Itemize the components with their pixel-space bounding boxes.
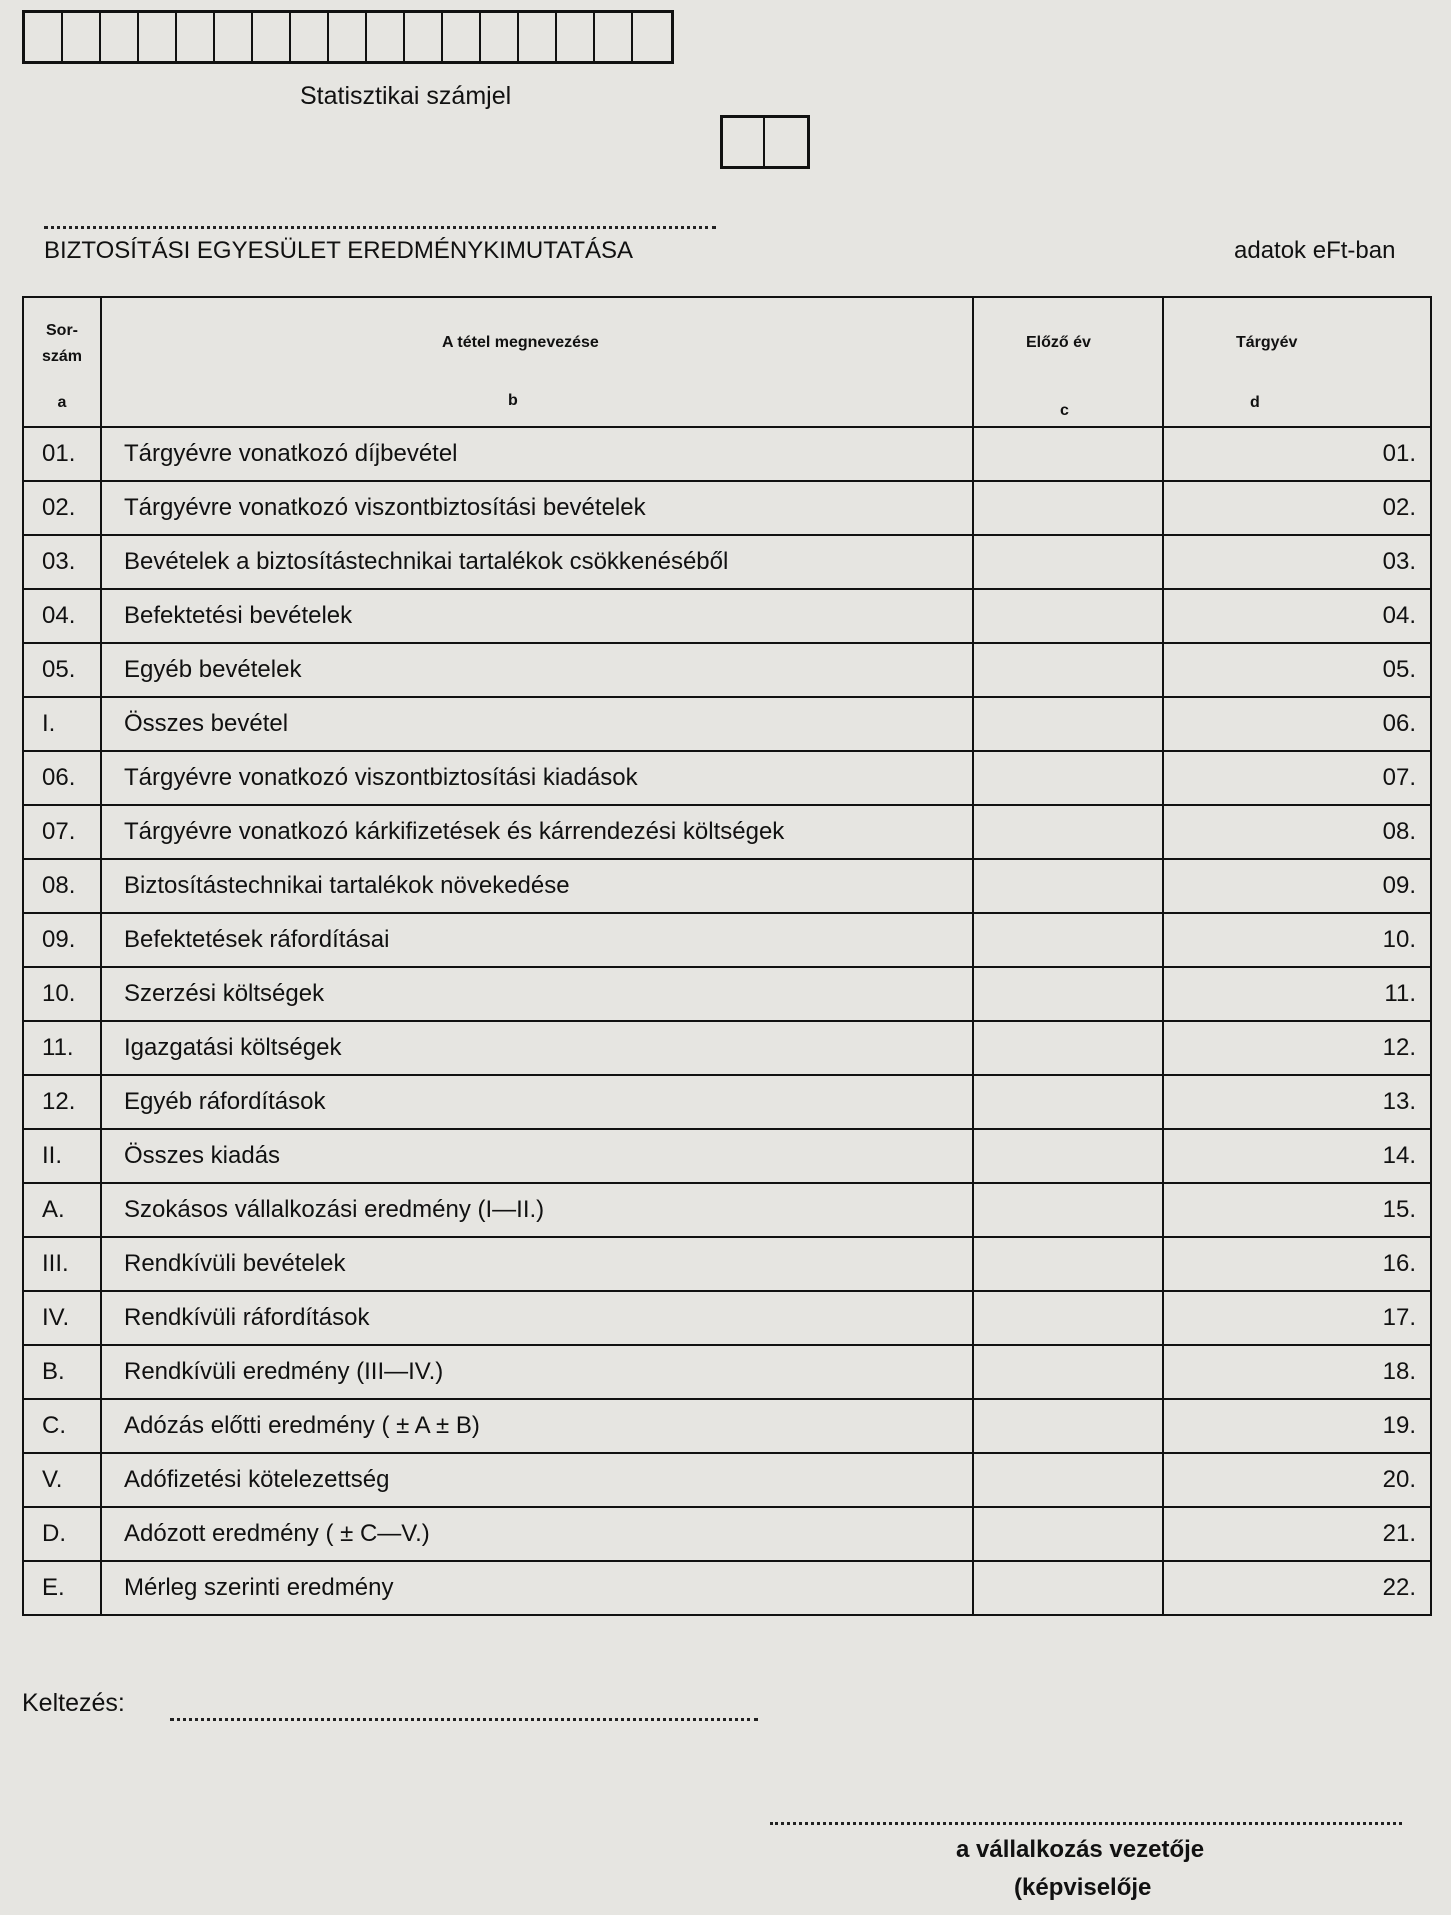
row-item-name: Adófizetési kötelezettség bbox=[101, 1453, 973, 1507]
previous-year-value-cell[interactable] bbox=[973, 1561, 1163, 1615]
row-item-name: Rendkívüli bevételek bbox=[101, 1237, 973, 1291]
small-code-boxes[interactable] bbox=[720, 115, 810, 169]
table-row bbox=[23, 697, 1431, 751]
row-number: 04. bbox=[23, 589, 101, 643]
signature-line[interactable] bbox=[770, 1800, 1402, 1825]
row-item-name: Szerzési költségek bbox=[101, 967, 973, 1021]
header-d-letter: d bbox=[1250, 394, 1260, 411]
current-year-value-cell[interactable]: 08. bbox=[1163, 805, 1431, 859]
stat-number-box[interactable] bbox=[329, 13, 367, 61]
row-item-name: Összes kiadás bbox=[101, 1129, 973, 1183]
current-year-value-cell[interactable]: 16. bbox=[1163, 1237, 1431, 1291]
small-code-box[interactable] bbox=[723, 118, 765, 166]
row-number: 05. bbox=[23, 643, 101, 697]
current-year-value-cell[interactable]: 13. bbox=[1163, 1075, 1431, 1129]
row-number: 07. bbox=[23, 805, 101, 859]
row-item-name: Összes bevétel bbox=[101, 697, 973, 751]
row-number: V. bbox=[23, 1453, 101, 1507]
previous-year-value-cell[interactable] bbox=[973, 481, 1163, 535]
row-number: 03. bbox=[23, 535, 101, 589]
row-item-name: Tárgyévre vonatkozó kárkifizetések és kárrendezési költségek bbox=[101, 805, 973, 859]
small-code-box[interactable] bbox=[765, 118, 807, 166]
row-number: A. bbox=[23, 1183, 101, 1237]
row-item-name: Befektetési bevételek bbox=[101, 589, 973, 643]
row-item-name: Adózott eredmény ( ± C—V.) bbox=[101, 1507, 973, 1561]
current-year-value-cell[interactable]: 07. bbox=[1163, 751, 1431, 805]
header-col-c bbox=[973, 297, 1163, 427]
header-col-a bbox=[23, 297, 101, 427]
row-number: I. bbox=[23, 697, 101, 751]
current-year-value-cell[interactable]: 03. bbox=[1163, 535, 1431, 589]
current-year-value-cell[interactable]: 02. bbox=[1163, 481, 1431, 535]
row-number: III. bbox=[23, 1237, 101, 1291]
current-year-value-cell[interactable]: 20. bbox=[1163, 1453, 1431, 1507]
stat-number-box[interactable] bbox=[443, 13, 481, 61]
row-item-name: Tárgyévre vonatkozó díjbevétel bbox=[101, 427, 973, 481]
previous-year-value-cell[interactable] bbox=[973, 589, 1163, 643]
previous-year-value-cell[interactable] bbox=[973, 1237, 1163, 1291]
row-item-name: Bevételek a biztosítástechnikai tartalékok csökkenéséből bbox=[101, 535, 973, 589]
income-statement-table bbox=[22, 296, 1432, 1616]
stat-number-box[interactable] bbox=[633, 13, 671, 61]
table-row bbox=[23, 859, 1431, 913]
header-c-letter: c bbox=[1060, 402, 1069, 419]
header-c-title: Előző év bbox=[1026, 334, 1091, 351]
previous-year-value-cell[interactable] bbox=[973, 697, 1163, 751]
current-year-value-cell[interactable]: 06. bbox=[1163, 697, 1431, 751]
stat-number-box[interactable] bbox=[63, 13, 101, 61]
row-number: 10. bbox=[23, 967, 101, 1021]
table-row bbox=[23, 1183, 1431, 1237]
current-year-value-cell[interactable]: 04. bbox=[1163, 589, 1431, 643]
previous-year-value-cell[interactable] bbox=[973, 535, 1163, 589]
row-number: 12. bbox=[23, 1075, 101, 1129]
current-year-value-cell[interactable]: 01. bbox=[1163, 427, 1431, 481]
previous-year-value-cell[interactable] bbox=[973, 913, 1163, 967]
previous-year-value-cell[interactable] bbox=[973, 1021, 1163, 1075]
row-item-name: Tárgyévre vonatkozó viszontbiztosítási kiadások bbox=[101, 751, 973, 805]
current-year-value-cell[interactable]: 14. bbox=[1163, 1129, 1431, 1183]
date-input-line[interactable] bbox=[170, 1696, 758, 1721]
stat-number-box[interactable] bbox=[215, 13, 253, 61]
signature-caption-line1: a vállalkozás vezetője bbox=[956, 1836, 1205, 1863]
table-row bbox=[23, 1399, 1431, 1453]
current-year-value-cell[interactable]: 05. bbox=[1163, 643, 1431, 697]
current-year-value-cell[interactable]: 21. bbox=[1163, 1507, 1431, 1561]
stat-number-box[interactable] bbox=[481, 13, 519, 61]
stat-number-box[interactable] bbox=[519, 13, 557, 61]
company-name-line[interactable] bbox=[44, 204, 716, 229]
current-year-value-cell[interactable]: 19. bbox=[1163, 1399, 1431, 1453]
header-b-letter: b bbox=[508, 392, 518, 409]
previous-year-value-cell[interactable] bbox=[973, 1075, 1163, 1129]
previous-year-value-cell[interactable] bbox=[973, 967, 1163, 1021]
stat-number-box[interactable] bbox=[291, 13, 329, 61]
statistical-number-label: Statisztikai számjel bbox=[300, 82, 512, 110]
header-col-d bbox=[1163, 297, 1431, 427]
table-row bbox=[23, 1453, 1431, 1507]
current-year-value-cell[interactable]: 17. bbox=[1163, 1291, 1431, 1345]
table-row bbox=[23, 1291, 1431, 1345]
current-year-value-cell[interactable]: 22. bbox=[1163, 1561, 1431, 1615]
table-row bbox=[23, 643, 1431, 697]
previous-year-value-cell[interactable] bbox=[973, 1453, 1163, 1507]
current-year-value-cell[interactable]: 10. bbox=[1163, 913, 1431, 967]
stat-number-box[interactable] bbox=[557, 13, 595, 61]
stat-number-box[interactable] bbox=[177, 13, 215, 61]
row-item-name: Rendkívüli ráfordítások bbox=[101, 1291, 973, 1345]
table-row bbox=[23, 1021, 1431, 1075]
current-year-value-cell[interactable]: 12. bbox=[1163, 1021, 1431, 1075]
row-item-name: Igazgatási költségek bbox=[101, 1021, 973, 1075]
previous-year-value-cell[interactable] bbox=[973, 751, 1163, 805]
row-item-name: Rendkívüli eredmény (III—IV.) bbox=[101, 1345, 973, 1399]
table-row bbox=[23, 427, 1431, 481]
table-row bbox=[23, 1129, 1431, 1183]
stat-number-box[interactable] bbox=[25, 13, 63, 61]
row-item-name: Mérleg szerinti eredmény bbox=[101, 1561, 973, 1615]
row-number: 01. bbox=[23, 427, 101, 481]
row-item-name: Biztosítástechnikai tartalékok növekedése bbox=[101, 859, 973, 913]
header-b-title: A tétel megnevezése bbox=[442, 334, 599, 351]
stat-number-box[interactable] bbox=[405, 13, 443, 61]
current-year-value-cell[interactable]: 15. bbox=[1163, 1183, 1431, 1237]
header-a-line1: Sor- bbox=[46, 322, 78, 339]
row-number: IV. bbox=[23, 1291, 101, 1345]
row-number: D. bbox=[23, 1507, 101, 1561]
row-number: 11. bbox=[23, 1021, 101, 1075]
unit-label: adatok eFt-ban bbox=[1234, 237, 1396, 264]
table-row bbox=[23, 589, 1431, 643]
stat-number-box[interactable] bbox=[595, 13, 633, 61]
previous-year-value-cell[interactable] bbox=[973, 643, 1163, 697]
row-number: B. bbox=[23, 1345, 101, 1399]
form-title: BIZTOSÍTÁSI EGYESÜLET EREDMÉNYKIMUTATÁSA bbox=[44, 237, 634, 264]
table-row bbox=[23, 1237, 1431, 1291]
previous-year-value-cell[interactable] bbox=[973, 805, 1163, 859]
header-a-line2: szám bbox=[41, 348, 83, 365]
row-number: 06. bbox=[23, 751, 101, 805]
row-item-name: Egyéb ráfordítások bbox=[101, 1075, 973, 1129]
row-number: E. bbox=[23, 1561, 101, 1615]
table-row bbox=[23, 1075, 1431, 1129]
current-year-value-cell[interactable]: 11. bbox=[1163, 967, 1431, 1021]
row-number: C. bbox=[23, 1399, 101, 1453]
table-row bbox=[23, 1507, 1431, 1561]
row-item-name: Tárgyévre vonatkozó viszontbiztosítási bevételek bbox=[101, 481, 973, 535]
header-a-letter: a bbox=[57, 394, 67, 411]
current-year-value-cell[interactable]: 09. bbox=[1163, 859, 1431, 913]
table-row bbox=[23, 967, 1431, 1021]
table-row bbox=[23, 481, 1431, 535]
previous-year-value-cell[interactable] bbox=[973, 1183, 1163, 1237]
stat-number-box[interactable] bbox=[367, 13, 405, 61]
stat-number-box[interactable] bbox=[101, 13, 139, 61]
row-number: II. bbox=[23, 1129, 101, 1183]
previous-year-value-cell[interactable] bbox=[973, 1345, 1163, 1399]
row-item-name: Adózás előtti eredmény ( ± A ± B) bbox=[101, 1399, 973, 1453]
stat-number-box[interactable] bbox=[253, 13, 291, 61]
previous-year-value-cell[interactable] bbox=[973, 859, 1163, 913]
row-item-name: Befektetések ráfordításai bbox=[101, 913, 973, 967]
previous-year-value-cell[interactable] bbox=[973, 1291, 1163, 1345]
header-d-title: Tárgyév bbox=[1236, 334, 1298, 351]
table-header-row bbox=[23, 297, 1431, 427]
table-row bbox=[23, 805, 1431, 859]
previous-year-value-cell[interactable] bbox=[973, 1129, 1163, 1183]
row-item-name: Egyéb bevételek bbox=[101, 643, 973, 697]
date-label: Keltezés: bbox=[22, 1689, 125, 1717]
table-row bbox=[23, 1345, 1431, 1399]
row-number: 02. bbox=[23, 481, 101, 535]
table-row bbox=[23, 1561, 1431, 1615]
row-item-name: Szokásos vállalkozási eredmény (I—II.) bbox=[101, 1183, 973, 1237]
statistical-number-boxes[interactable] bbox=[22, 10, 674, 64]
row-number: 08. bbox=[23, 859, 101, 913]
header-col-b bbox=[101, 297, 973, 427]
stat-number-box[interactable] bbox=[139, 13, 177, 61]
current-year-value-cell[interactable]: 18. bbox=[1163, 1345, 1431, 1399]
previous-year-value-cell[interactable] bbox=[973, 1399, 1163, 1453]
previous-year-value-cell[interactable] bbox=[973, 1507, 1163, 1561]
row-number: 09. bbox=[23, 913, 101, 967]
table-row bbox=[23, 913, 1431, 967]
signature-caption-line2: (képviselője bbox=[1014, 1874, 1152, 1901]
table-row bbox=[23, 535, 1431, 589]
table-row bbox=[23, 751, 1431, 805]
previous-year-value-cell[interactable] bbox=[973, 427, 1163, 481]
